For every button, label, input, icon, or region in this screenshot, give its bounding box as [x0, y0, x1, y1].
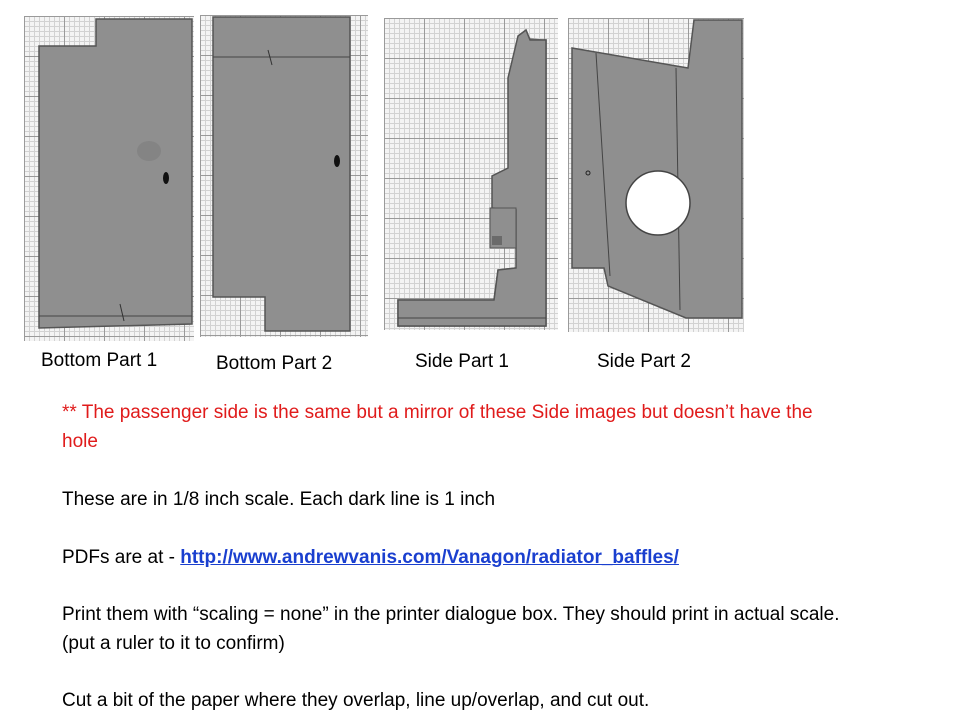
side-part-1-template	[384, 18, 558, 330]
pdf-prefix: PDFs are at -	[62, 547, 181, 568]
bottom-part-1-image	[24, 16, 194, 341]
caption-side-part-1: Side Part 1	[415, 351, 509, 372]
bottom-part-2-image	[200, 15, 368, 337]
bottom-part-1-template	[24, 16, 194, 341]
print-instructions: Print them with “scaling = none” in the printer dialogue box. They should print in actual scale. (put a ruler to it to confirm)	[62, 604, 840, 654]
passenger-side-note: ** The passenger side is the same but a mirror of these Side images but doesn’t have the hole	[62, 402, 813, 452]
side-part-2-image	[568, 18, 744, 332]
cut-instructions: Cut a bit of the paper where they overlap, line up/overlap, and cut out.	[62, 690, 650, 711]
bottom-part-2-template	[200, 15, 368, 337]
caption-bottom-part-2: Bottom Part 2	[216, 353, 333, 374]
caption-side-part-2: Side Part 2	[597, 351, 691, 372]
pdf-link[interactable]: http://www.andrewvanis.com/Vanagon/radiator_baffles/	[180, 547, 679, 568]
caption-bottom-part-1: Bottom Part 1	[41, 350, 158, 371]
scale-info: These are in 1/8 inch scale. Each dark line is 1 inch	[62, 489, 496, 510]
side-part-1-image	[384, 18, 558, 330]
side-part-2-template	[568, 18, 744, 332]
pdf-location	[62, 543, 852, 572]
